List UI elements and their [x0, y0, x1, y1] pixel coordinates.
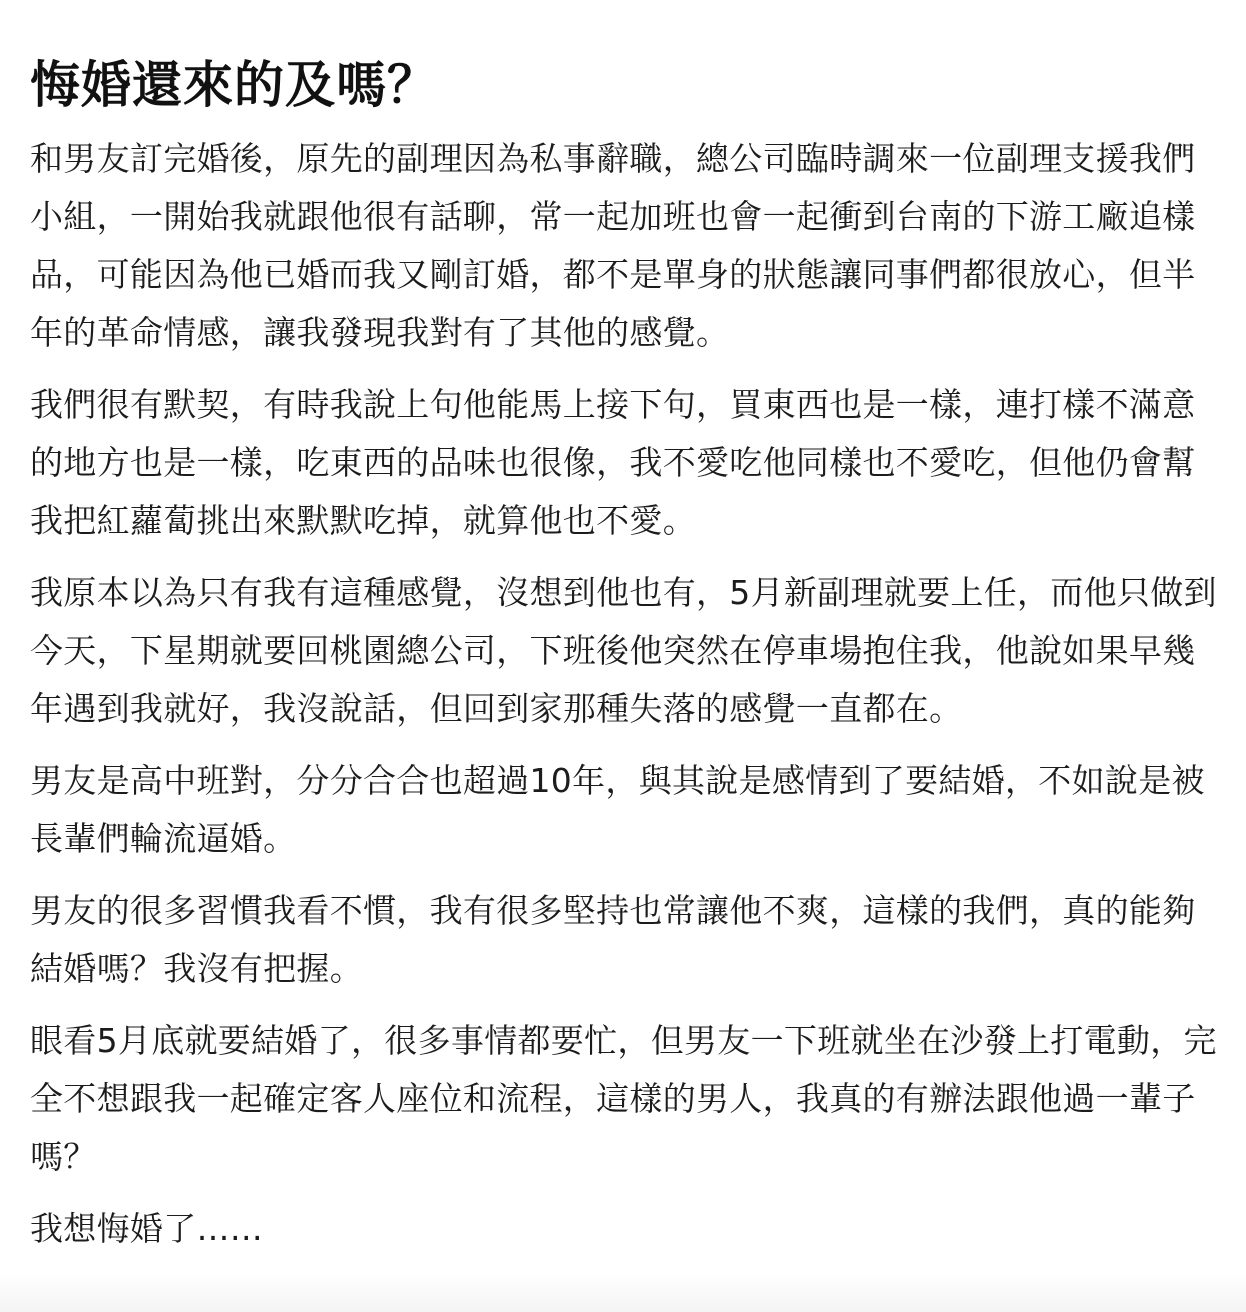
article-paragraph-1: 和男友訂完婚後，原先的副理因為私事辭職，總公司臨時調來一位副理支援我們小組，一開始我就跟他很有話聊，常一起加班也會一起衝到台南的下游工廠追樣品，可能因為他已婚而我又剛訂婚，都不是單身的狀態讓同事們都很放心，但半年的革命情感，讓我發現我對有了其他的感覺。 [30, 139, 1196, 352]
bottom-fade [0, 1272, 1246, 1312]
article-title: 悔婚還來的及嗎？ [30, 56, 438, 114]
article-paragraph-5: 男友的很多習慣我看不慣，我有很多堅持也常讓他不爽，這樣的我們，真的能夠結婚嗎？我沒有把握。 [30, 891, 1196, 988]
article-paragraph-2: 我們很有默契，有時我說上句他能馬上接下句，買東西也是一樣，連打樣不滿意的地方也是一樣，吃東西的品味也很像，我不愛吃他同樣也不愛吃，但他仍會幫我把紅蘿蔔挑出來默默吃掉，就算他也不愛。 [30, 385, 1196, 540]
article-paragraph-4: 男友是高中班對，分分合合也超過10年，與其說是感情到了要結婚，不如說是被長輩們輪流逼婚。 [30, 761, 1205, 858]
article-paragraph-3: 我原本以為只有我有這種感覺，沒想到他也有，5月新副理就要上任，而他只做到今天，下星期就要回桃園總公司，下班後他突然在停車場抱住我，他說如果早幾年遇到我就好，我沒說話，但回到家那種失落的感覺一直都在。 [30, 573, 1217, 728]
article-paragraph-7: 我想悔婚了…… [30, 1209, 264, 1248]
article-paragraph-6: 眼看5月底就要結婚了，很多事情都要忙，但男友一下班就坐在沙發上打電動，完全不想跟我一起確定客人座位和流程，這樣的男人，我真的有辦法跟他過一輩子嗎？ [30, 1021, 1217, 1176]
